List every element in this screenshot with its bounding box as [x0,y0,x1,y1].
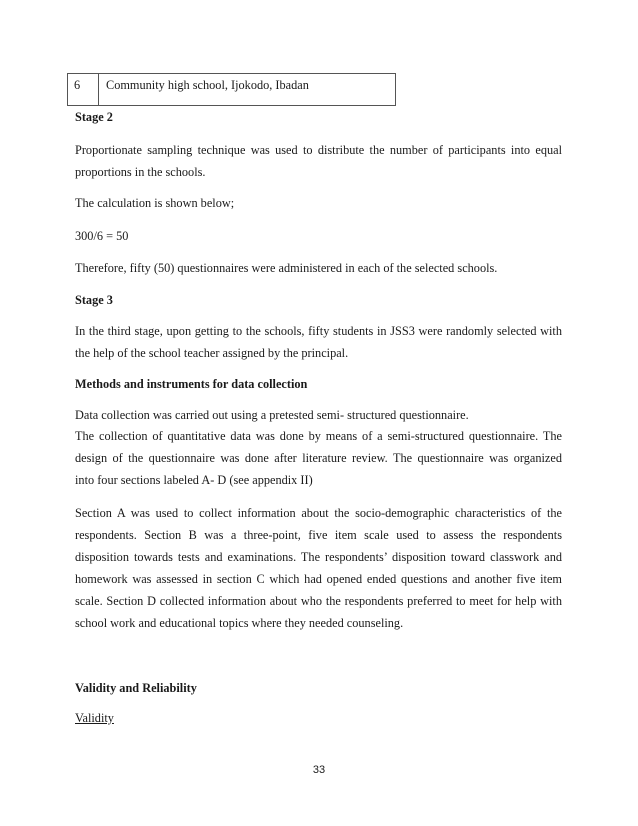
validity-subheading: Validity [75,711,114,725]
stage-2-paragraph-line-2: proportions in the schools. [75,165,206,179]
stage-3-paragraph-line-1: In the third stage, upon getting to the schools, fifty students in JSS3 were randomly selected with [75,324,562,338]
methods-line-2: The collection of quantitative data was done by means of a semi-structured questionnaire. The [75,429,562,443]
schools-table-row [67,73,396,106]
calculation: 300/6 = 50 [75,229,129,243]
sections-line-6: school work and educational topics where they needed counseling. [75,616,404,630]
stage-3-paragraph-line-2: the help of the school teacher assigned by the principal. [75,346,349,360]
methods-line-4: into four sections labeled A- D (see appendix II) [75,473,313,487]
sections-line-1: Section A was used to collect information about the socio-demographic characteristics of the [75,506,562,520]
stage-2-heading: Stage 2 [75,110,113,124]
row-number-cell [68,74,99,105]
row-number: 6 [74,78,81,92]
calculation-intro: The calculation is shown below; [75,196,235,210]
stage-3-heading: Stage 3 [75,293,113,307]
school-name-cell: Community high school, Ijokodo, Ibadan [106,78,309,92]
page-number: 33 [312,764,326,776]
validity-reliability-heading: Validity and Reliability [75,681,197,695]
methods-heading: Methods and instruments for data collection [75,377,308,391]
sections-line-5: scale. Section D collected information about who the respondents preferred to meet for help with [75,594,562,608]
methods-line-1: Data collection was carried out using a pretested semi- structured questionnaire. [75,408,469,422]
sections-line-2: respondents. Section B was a three-point, five item scale used to assess the respondents [75,528,562,542]
sections-line-3: disposition towards tests and examinations. The respondents’ disposition toward classwork and [75,550,562,564]
stage-2-paragraph-line-1: Proportionate sampling technique was used to distribute the number of participants into equal [75,143,562,157]
questionnaires-statement: Therefore, fifty (50) questionnaires were administered in each of the selected schools. [75,261,498,275]
sections-line-4: homework was assessed in section C which had opened ended questions and another five item [75,572,562,586]
methods-line-3: design of the questionnaire was done after literature review. The questionnaire was organized [75,451,562,465]
